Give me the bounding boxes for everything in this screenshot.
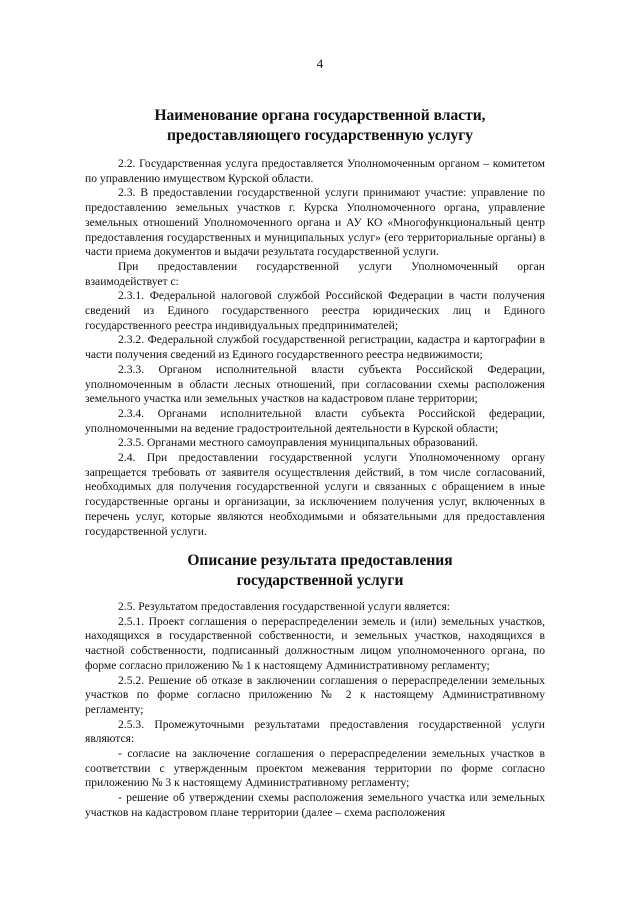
page-number: 4 [316, 56, 324, 71]
paragraph-2-3-3: 2.3.3. Органом исполнительной власти субъекта Российской Федерации, уполномоченным в области лесных отношений, при согласовании схемы расположения земельного участка или земельных участков на кадастровом плане территории; [85, 362, 545, 406]
paragraph-2-5-1: 2.5.1. Проект соглашения о перераспределении земель и (или) земельных участков, находящихся в государственной собственности, и земельных участков, находящихся в частной собственности, подписанный должностным лицом уполномоченного органа, по форме согласно приложению № 1 к настоящему Административному регламенту; [85, 614, 545, 672]
paragraph-interaction: При предоставлении государственной услуги Уполномоченный орган взаимодействует с: [85, 259, 545, 288]
heading-line: Наименование органа государственной власти, [154, 107, 486, 124]
paragraph-2-5-3: 2.5.3. Промежуточными результатами предоставления государственной услуги являются: [85, 717, 545, 746]
paragraph-2-3-4: 2.3.4. Органами исполнительной власти субъекта Российской федерации, уполномоченными на ведение градостроительной деятельности в Курской области; [85, 406, 545, 435]
section-body-authority [85, 157, 545, 539]
paragraph-2-3-2: 2.3.2. Федеральной службой государственной регистрации, кадастра и картографии в части получения сведений из Единого государственного реестра недвижимости; [85, 333, 545, 362]
paragraph-2-3: 2.3. В предоставлении государственной услуги принимают участие: управление по предоставлению земельных участков г. Курска Уполномоченного органа, управление земельных отношений Уполномоченного органа и АУ КО «Многофункциональный центр предоставления государственных и муниципальных услуг» (его территориальные органы) в части приема документов и выдачи результата государственной услуги. [85, 186, 545, 259]
paragraph-2-4: 2.4. При предоставлении государственной услуги Уполномоченному органу запрещается требовать от заявителя осуществления действий, в том числе согласований, необходимых для получения государственной услуги и связанных с обращением в иные государственные органы и организации, за исключением получения услуг, включенных в перечень услуг, которые являются необходимыми и обязательными для предоставления государственной услуги. [85, 451, 545, 538]
paragraph-2-5-2: 2.5.2. Решение об отказе в заключении соглашения о перераспределении земельных участков по форме согласно приложению № 2 к настоящему Административному регламенту; [85, 673, 545, 716]
paragraph-2-5: 2.5. Результатом предоставления государственной услуги является: [118, 600, 451, 613]
section-heading-authority [0, 106, 640, 146]
paragraph-2-3-1: 2.3.1. Федеральной налоговой службой Российской Федерации в части получения сведений из Единого государственного реестра юридических лиц и Единого государственного реестра индивидуальных предпринимателей; [85, 289, 545, 332]
heading-line: государственной услуги [236, 572, 404, 589]
section-heading-result [0, 551, 640, 591]
heading-line: Описание результата предоставления [187, 552, 453, 569]
list-item-consent: - согласие на заключение соглашения о перераспределении земельных участков в соответствии с утвержденным проектом межевания территории по форме согласно приложению № 3 к настоящему Административному регламенту; [85, 747, 545, 790]
list-item-decision: - решение об утверждении схемы расположения земельного участка или земельных участков на кадастровом плане территории (далее – схема расположения [85, 791, 545, 819]
paragraph-2-3-5: 2.3.5. Органами местного самоуправления муниципальных образований. [118, 436, 479, 450]
section-body-result [85, 600, 545, 821]
paragraph-2-2: 2.2. Государственная услуга предоставляется Уполномоченным органом – комитетом по управлению имуществом Курской области. [85, 157, 545, 185]
heading-line: предоставляющего государственную услугу [166, 127, 474, 144]
